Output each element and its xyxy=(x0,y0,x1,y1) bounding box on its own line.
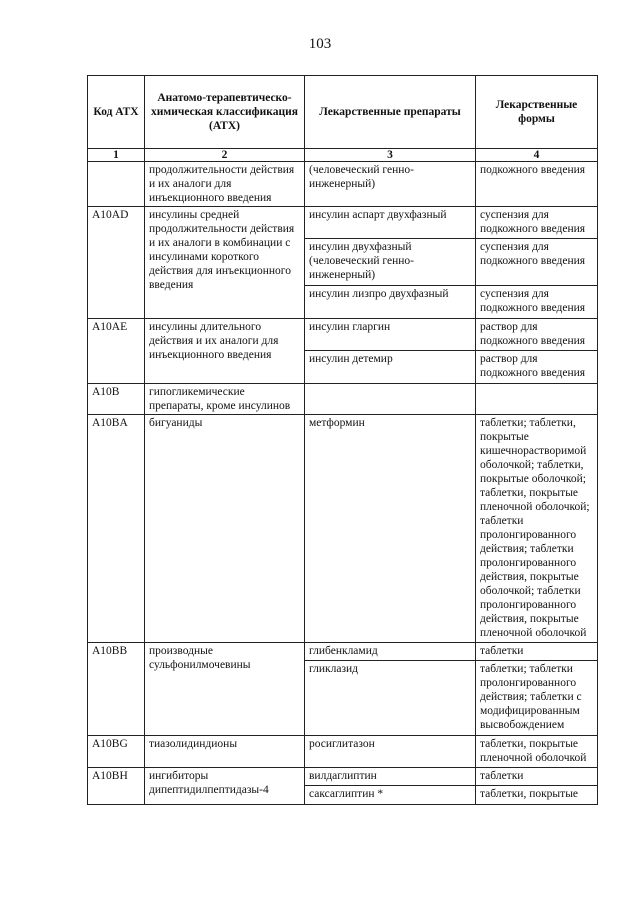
atc-classification: производные сульфонилмочевины xyxy=(145,643,305,736)
column-number: 2 xyxy=(145,149,305,162)
dosage-form: таблетки xyxy=(480,770,524,782)
dosage-form-cell xyxy=(476,736,598,768)
column-number: 4 xyxy=(476,149,598,162)
drug-name: глибенкламид xyxy=(309,645,378,657)
dosage-form: суспензия для подкожного введения xyxy=(476,285,597,318)
drug-name-cell xyxy=(305,207,476,319)
dosage-form-cell xyxy=(476,319,598,384)
dosage-form xyxy=(476,384,597,387)
dosage-form-cell xyxy=(476,207,598,319)
dosage-form: таблетки; таблетки пролонгированного действия; таблетки с модифицированным высвобождением xyxy=(476,660,597,735)
atc-classification: инсулины длительного действия и их аналоги для инъекционного введения xyxy=(145,319,305,384)
dosage-form: таблетки; таблетки, покрытые кишечнорастворимой оболочкой; таблетки, покрытые оболочкой; таблетки, покрытые пленочной оболочкой; таблетки пролонгированного действия; таблетки пролонгированного действия, покрытые оболочкой; таблетки пролонгированного действия, покрытые пленочной оболочкой xyxy=(480,417,590,639)
drug-name: гликлазид xyxy=(305,660,475,735)
drug-name: (человеческий генно-инженерный) xyxy=(309,164,414,190)
table-row xyxy=(88,768,598,805)
header-forms: Лекарственные формы xyxy=(476,76,598,149)
dosage-form-cell xyxy=(476,162,598,207)
drug-name: саксаглиптин * xyxy=(305,785,475,804)
drug-name: инсулин аспарт двухфазный xyxy=(309,209,447,221)
table-row xyxy=(88,162,598,207)
table-row xyxy=(88,384,598,415)
atc-classification: тиазолидиндионы xyxy=(145,736,305,768)
dosage-form: таблетки, покрытые пленочной оболочкой xyxy=(480,738,587,764)
dosage-form: раствор для подкожного введения xyxy=(480,321,586,347)
atc-code: A10BB xyxy=(88,643,145,736)
drug-name-cell xyxy=(305,643,476,736)
drug-name-cell xyxy=(305,768,476,805)
dosage-form-cell xyxy=(476,384,598,415)
column-number: 3 xyxy=(305,149,476,162)
atc-classification: ингибиторы дипептидилпептидазы-4 xyxy=(145,768,305,805)
dosage-form-cell xyxy=(476,643,598,736)
column-number: 1 xyxy=(88,149,145,162)
atc-code: A10BA xyxy=(88,415,145,643)
atc-code: A10B xyxy=(88,384,145,415)
drug-name: инсулин двухфазный (человеческий генно-инженерный) xyxy=(305,238,475,285)
drug-name: вилдаглиптин xyxy=(309,770,377,782)
dosage-form: подкожного введения xyxy=(480,164,586,176)
drug-name: метформин xyxy=(309,417,365,429)
atc-code xyxy=(88,162,145,207)
column-number-row xyxy=(88,149,598,162)
dosage-form: суспензия для подкожного введения xyxy=(480,209,586,235)
dosage-form-cell xyxy=(476,415,598,643)
drug-name xyxy=(305,384,475,387)
drug-name-cell xyxy=(305,162,476,207)
table-row xyxy=(88,319,598,384)
dosage-form: суспензия для подкожного введения xyxy=(476,238,597,285)
drug-name-cell xyxy=(305,319,476,384)
dosage-form-cell xyxy=(476,768,598,805)
atc-classification: гипогликемические препараты, кроме инсулинов xyxy=(145,384,305,415)
header-classification: Анатомо-терапевтическо-химическая классификация (АТХ) xyxy=(145,76,305,149)
drug-name-cell xyxy=(305,384,476,415)
header-drugs: Лекарственные препараты xyxy=(305,76,476,149)
atc-classification: инсулины средней продолжительности действия и их аналоги в комбинации с инсулинами короткого действия для инъекционного введения xyxy=(145,207,305,319)
drug-name: инсулин лизпро двухфазный xyxy=(305,285,475,318)
table-row xyxy=(88,415,598,643)
atc-classification: бигуаниды xyxy=(145,415,305,643)
atc-code: A10BG xyxy=(88,736,145,768)
drug-name: инсулин детемир xyxy=(305,350,475,383)
table-row xyxy=(88,643,598,736)
atc-code: A10AE xyxy=(88,319,145,384)
dosage-form: раствор для подкожного введения xyxy=(476,350,597,383)
dosage-form: таблетки xyxy=(480,645,524,657)
header-code: Код АТХ xyxy=(88,76,145,149)
atc-code: A10AD xyxy=(88,207,145,319)
drug-name: инсулин гларгин xyxy=(309,321,391,333)
drug-name: росиглитазон xyxy=(309,738,375,750)
page-number: 103 xyxy=(308,36,332,52)
table-row xyxy=(88,207,598,319)
drug-table xyxy=(87,75,598,805)
dosage-form: таблетки, покрытые xyxy=(476,785,597,804)
drug-name-cell xyxy=(305,415,476,643)
header-row xyxy=(88,76,598,149)
table-row xyxy=(88,736,598,768)
atc-code: A10BH xyxy=(88,768,145,805)
drug-name-cell xyxy=(305,736,476,768)
atc-classification: продолжительности действия и их аналоги для инъекционного введения xyxy=(145,162,305,207)
